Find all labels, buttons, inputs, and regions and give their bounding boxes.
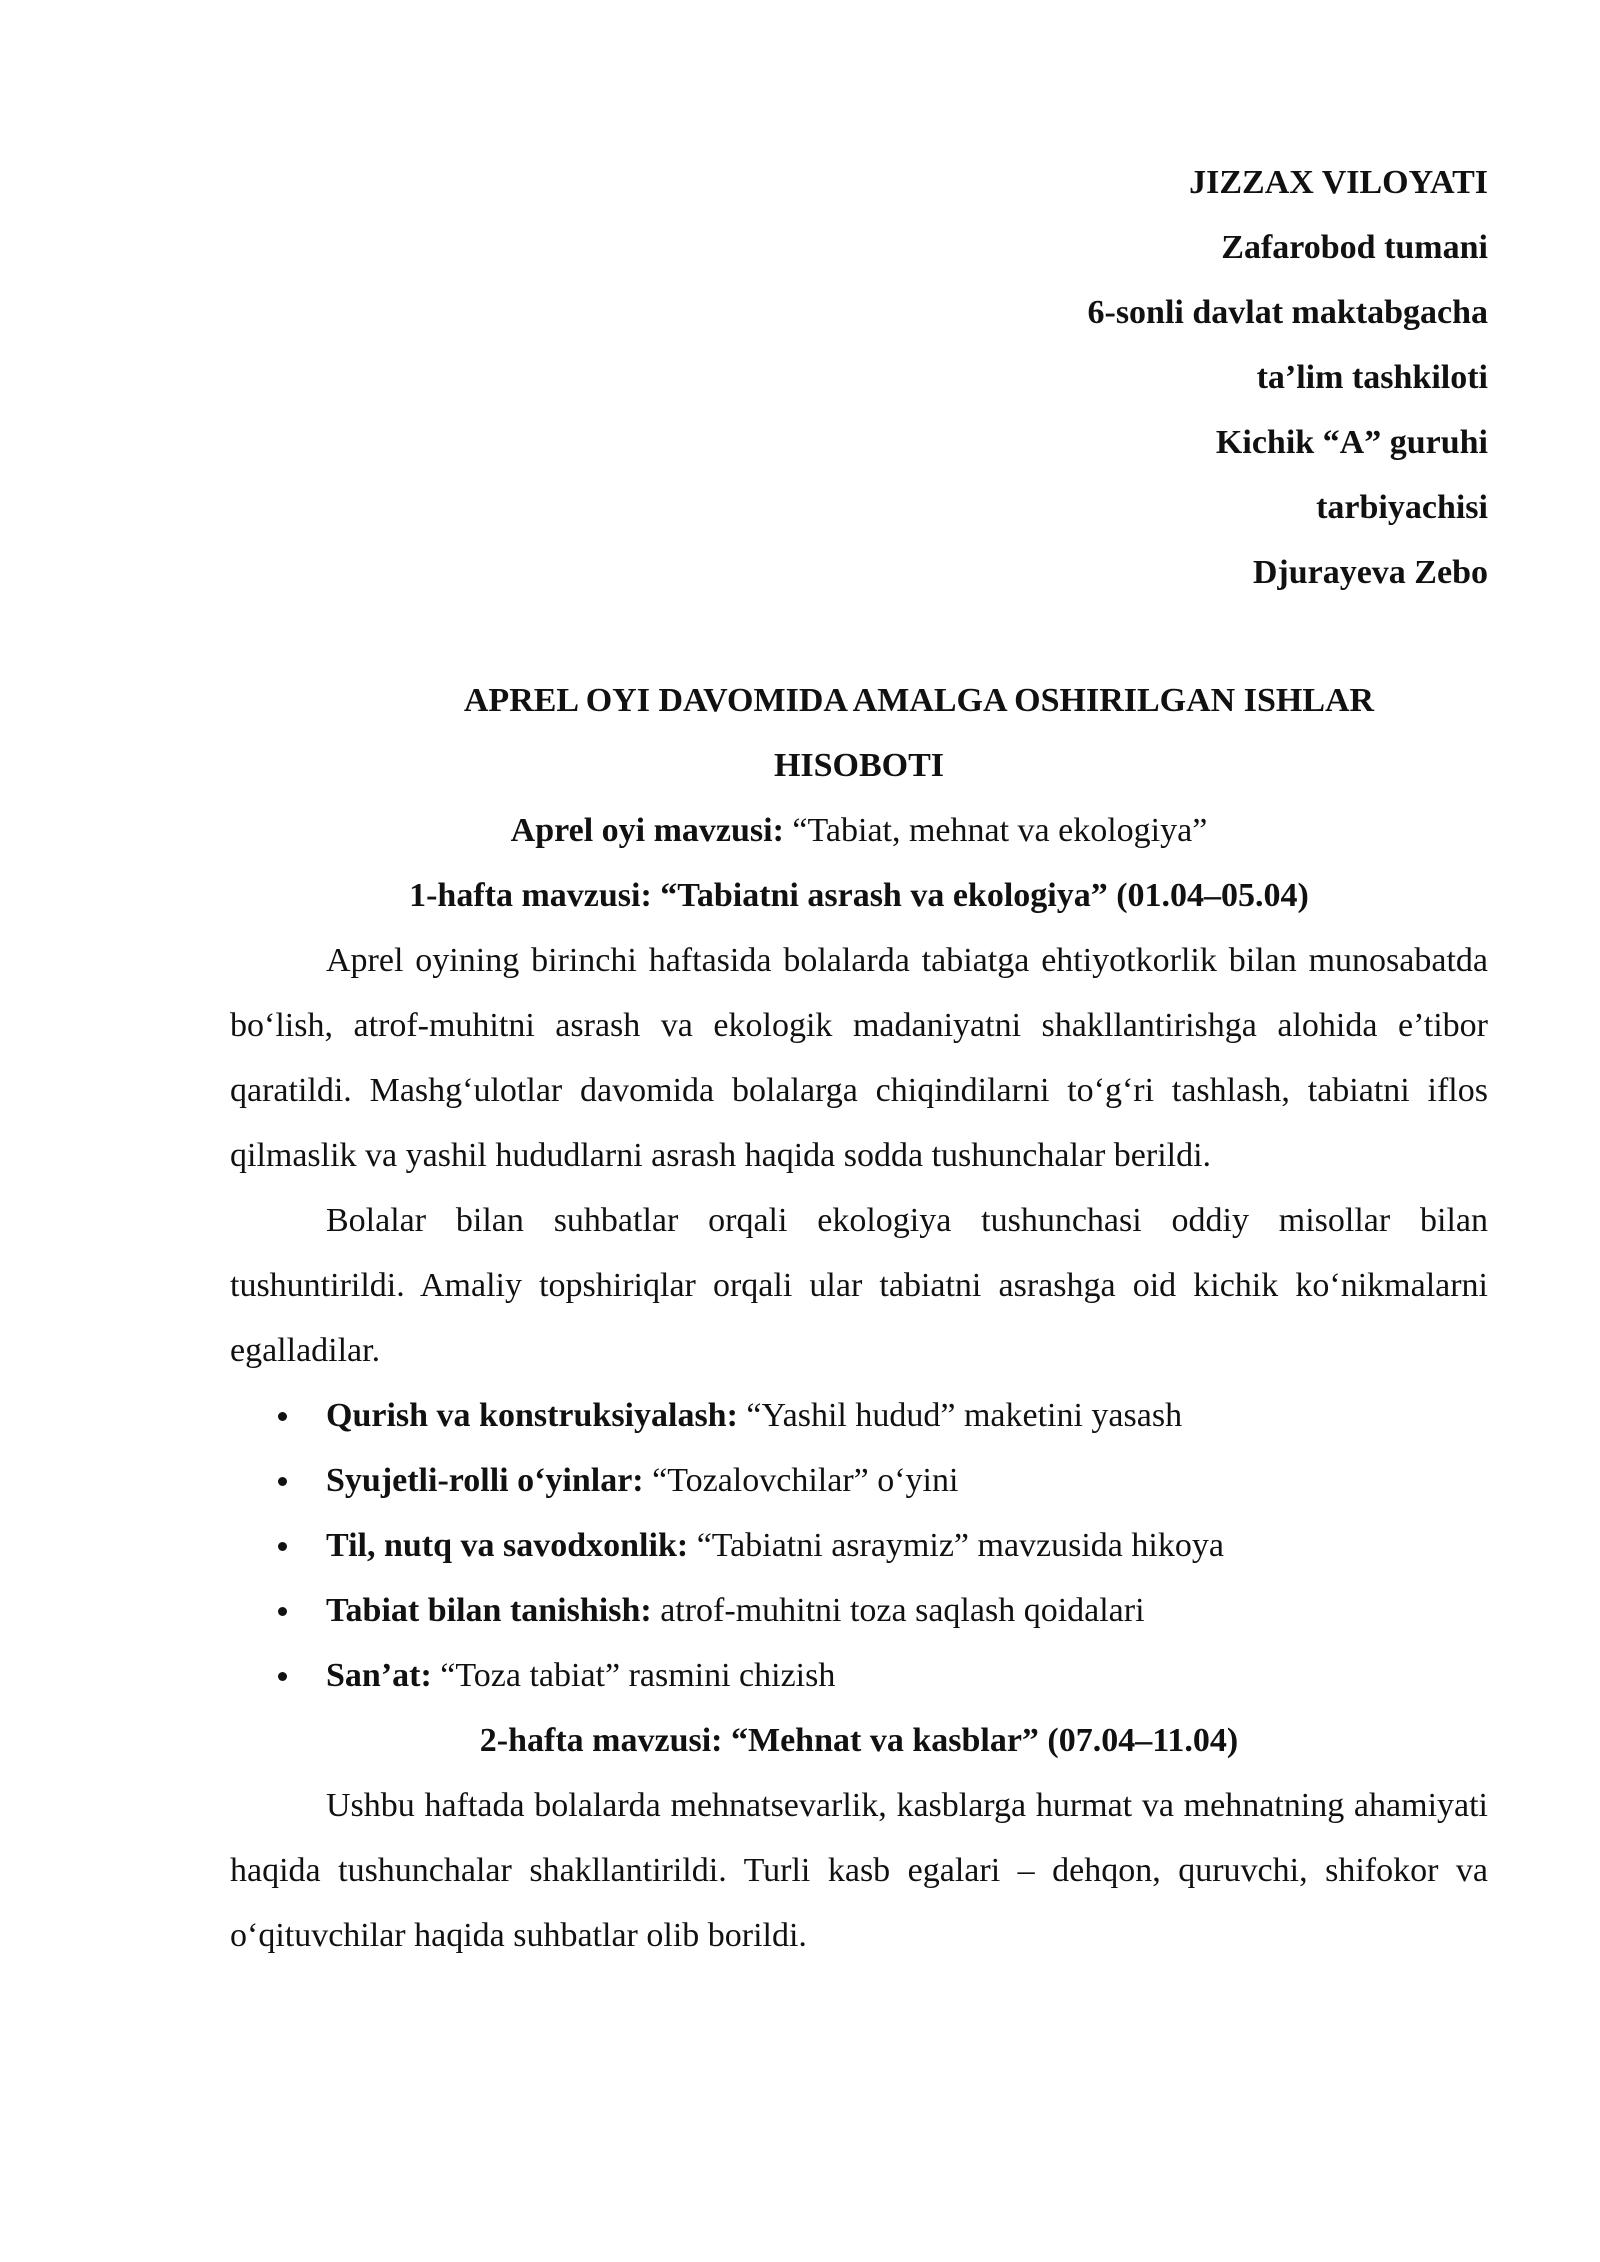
month-theme-value: “Tabiat, mehnat va ekologiya”: [783, 812, 1208, 849]
week1-paragraph-2: Bolalar bilan suhbatlar orqali ekologiya tushunchasi oddiy misollar bilan tushuntirildi. Amaliy topshiriqlar orqali ular tabiatni asrashga oid kichik ko‘nikmalarni egalladilar.: [230, 1202, 1488, 1369]
month-theme-label: Aprel oyi mavzusi:: [510, 812, 784, 849]
activity-label: Tabiat bilan tanishish:: [326, 1592, 652, 1629]
header-institution-type: ta’lim tashkiloti: [1256, 359, 1488, 396]
author-header: [588, 150, 1488, 605]
list-item: [230, 1578, 1488, 1643]
bullet-icon: [278, 1542, 287, 1551]
week1-paragraph-1: Aprel oyining birinchi haftasida bolalarda tabiatga ehtiyotkorlik bilan munosabatda bo‘lish, atrof-muhitni asrash va ekologik madaniyatni shakllantirishga alohida e’tibor qaratildi. Mashg‘ulotlar davomida bolalarga chiqindilarni to‘g‘ri tashlash, tabiatni iflos qilmaslik va yashil hududlarni asrash haqida sodda tushunchalar berildi.: [230, 942, 1488, 1174]
header-institution: 6-sonli davlat maktabgacha: [1087, 294, 1488, 331]
header-role: tarbiyachisi: [1316, 489, 1488, 526]
bullet-icon: [278, 1672, 287, 1681]
activity-text: “Tabiatni asraymiz” mavzusida hikoya: [688, 1527, 1224, 1564]
list-item: [230, 1448, 1488, 1513]
report-body: [230, 668, 1488, 1968]
list-item: [230, 1643, 1488, 1708]
report-title-continued: HISOBOTI: [773, 747, 945, 784]
activity-label: Til, nutq va savodxonlik:: [326, 1527, 689, 1564]
header-author-name: Djurayeva Zebo: [1252, 554, 1488, 591]
header-district: Zafarobod tumani: [1221, 229, 1488, 266]
report-title: APREL OYI DAVOMIDA AMALGA OSHIRILGAN ISHLAR: [463, 682, 1375, 719]
week1-heading: 1-hafta mavzusi: “Tabiatni asrash va ekologiya” (01.04–05.04): [409, 877, 1309, 914]
list-item: [230, 1513, 1488, 1578]
month-theme: [230, 798, 1488, 863]
bullet-icon: [278, 1607, 287, 1616]
activity-text: “Yashil hudud” maketini yasash: [737, 1397, 1183, 1434]
activity-label: Syujetli-rolli o‘yinlar:: [326, 1462, 644, 1499]
list-item: [230, 1383, 1488, 1448]
activity-text: “Toza tabiat” rasmini chizish: [431, 1657, 836, 1694]
header-region: JIZZAX VILOYATI: [1189, 164, 1488, 201]
activity-text: atrof-muhitni toza saqlash qoidalari: [651, 1592, 1145, 1629]
week1-activities-list: [230, 1383, 1488, 1708]
bullet-icon: [278, 1412, 287, 1421]
header-group: Kichik “A” guruhi: [1215, 424, 1488, 461]
week2-paragraph-1: Ushbu haftada bolalarda mehnatsevarlik, kasblarga hurmat va mehnatning ahamiyati haqida tushunchalar shakllantirildi. Turli kasb egalari – dehqon, quruvchi, shifokor va o‘qituvchilar haqida suhbatlar olib borildi.: [230, 1787, 1488, 1954]
activity-text: “Tozalovchilar” o‘yini: [643, 1462, 959, 1499]
activity-label: Qurish va konstruksiyalash:: [326, 1397, 738, 1434]
week2-heading: 2-hafta mavzusi: “Mehnat va kasblar” (07.04–11.04): [479, 1722, 1239, 1759]
activity-label: San’at:: [326, 1657, 432, 1694]
bullet-icon: [278, 1477, 287, 1486]
